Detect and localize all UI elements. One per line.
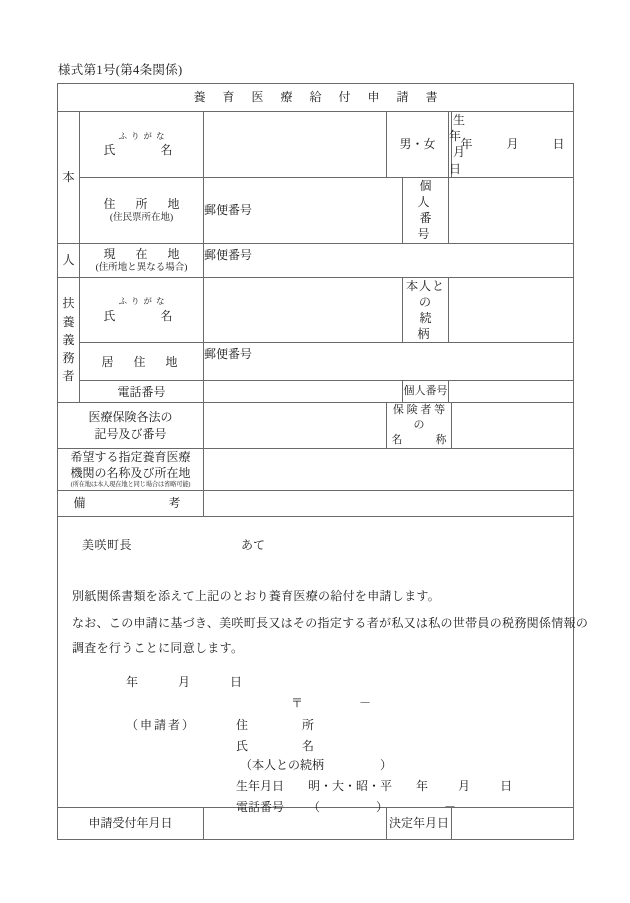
row-supporter-residence [58,343,574,381]
submission-date-field[interactable]: 年 月 日 [126,674,243,689]
label-decision-date: 決定年月日 [387,807,452,839]
form-number: 様式第1号(第4条関係) [58,63,183,77]
label-remarks: 備 考 [58,490,204,516]
row-supporter-phone [58,381,574,403]
addressee-suffix: あて [241,537,266,552]
applicant-label: （申請者） [126,717,197,732]
row-remarks [58,490,574,516]
field-supporter-mynumber[interactable] [449,381,574,403]
group-label-self-top: 本 [58,112,80,244]
row-self-address [58,177,574,243]
row-supporter-name [58,277,574,343]
row-insurance [58,403,574,449]
field-self-birthdate[interactable]: 年 月 日 [452,112,574,178]
field-self-mynumber[interactable] [449,177,574,243]
field-insurer-name[interactable] [452,403,574,449]
label-supporter-phone: 電話番号 [80,381,204,403]
applicant-birthdate-field[interactable]: 生年月日 明・大・昭・平 年 月 日 [236,778,513,793]
row-institution [58,448,574,490]
field-decision-date[interactable] [452,807,574,839]
row-self-name [58,112,574,178]
label-supporter-name: ふりがな 氏 名 [80,277,204,343]
label-supporter-mynumber: 個人番号 [403,381,449,403]
label-insurer-name: 保 険 者 等 の 名 称 [387,403,452,449]
field-supporter-phone[interactable] [204,381,403,403]
statement-paragraph-2-line2: 調査を行うことに同意します。 [72,640,244,655]
field-self-address[interactable] [204,177,403,243]
title-row [58,84,574,112]
label-institution-note: (所在地は本人現在地と同じ場合は省略可能) [70,481,191,489]
label-name-self: 氏 名 [103,143,180,158]
applicant-phone-field[interactable]: 電話番号 （ ） － [236,799,457,814]
field-self-name[interactable] [204,112,387,178]
field-self-current-address[interactable] [204,243,574,277]
form-title: 養 育 医 療 給 付 申 請 書 [58,84,574,112]
label-receipt-date: 申請受付年月日 [58,807,204,839]
statement-paragraph-1: 別紙関係書類を添えて上記のとおり養育医療の給付を申請します。 [72,588,441,603]
label-postal-supporter: 郵便番号 [204,347,253,362]
group-label-self-bottom: 人 [58,243,80,277]
label-furigana-self: ふりがな [118,130,169,141]
label-supporter-relation: 本人との 続 柄 [403,277,449,343]
field-supporter-relation[interactable] [449,277,574,343]
label-institution: 希望する指定養育医療 機関の名称及び所在地 (所在地は本人現在地と同じ場合は省略可能) [58,448,204,490]
statement-paragraph-2-line1: なお、この申請に基づき、美咲町長又はその指定する者が私又は私の世帯員の税務関係情報の [72,615,589,630]
field-insurance-symbol-number[interactable] [204,403,387,449]
body-statement-cell [58,516,589,814]
addressee: 美咲町長 [82,537,133,552]
row-self-current-address [58,243,574,277]
applicant-relation-field[interactable]: （本人との続柄 ） [240,757,393,772]
label-self-address: 住 所 地 (住民票所在地) [80,177,204,243]
field-supporter-residence[interactable] [204,343,574,381]
applicant-postal-field[interactable]: 〒 － [291,695,372,710]
label-self-mynumber: 個 人 番 号 [403,177,449,243]
field-supporter-name[interactable] [204,277,403,343]
label-self-birthdate: 生 年 月 日 [449,113,486,176]
label-supporter-residence: 居 住 地 [80,343,204,381]
field-institution[interactable] [204,448,574,490]
applicant-address-label: 住 所 [236,717,325,732]
field-remarks[interactable] [204,490,574,516]
applicant-name-label: 氏 名 [236,738,325,753]
label-postal-self-current: 郵便番号 [204,247,253,262]
postal-mark-icon: 〒 [291,695,304,710]
label-self-sex: 男・女 [387,112,449,178]
label-insurance-symbol-number: 医療保険各法の 記号及び番号 [58,403,204,449]
label-self-current-address: 現 在 地 (住所地と異なる場合) [80,243,204,277]
label-self-name [80,112,204,178]
era-options: 明・大・昭・平 [308,778,393,793]
row-body-statement [58,516,574,807]
group-label-supporter: 扶 養 義 務 者 [58,277,80,403]
application-form-table [57,83,589,840]
label-postal-self-address: 郵便番号 [204,203,253,218]
